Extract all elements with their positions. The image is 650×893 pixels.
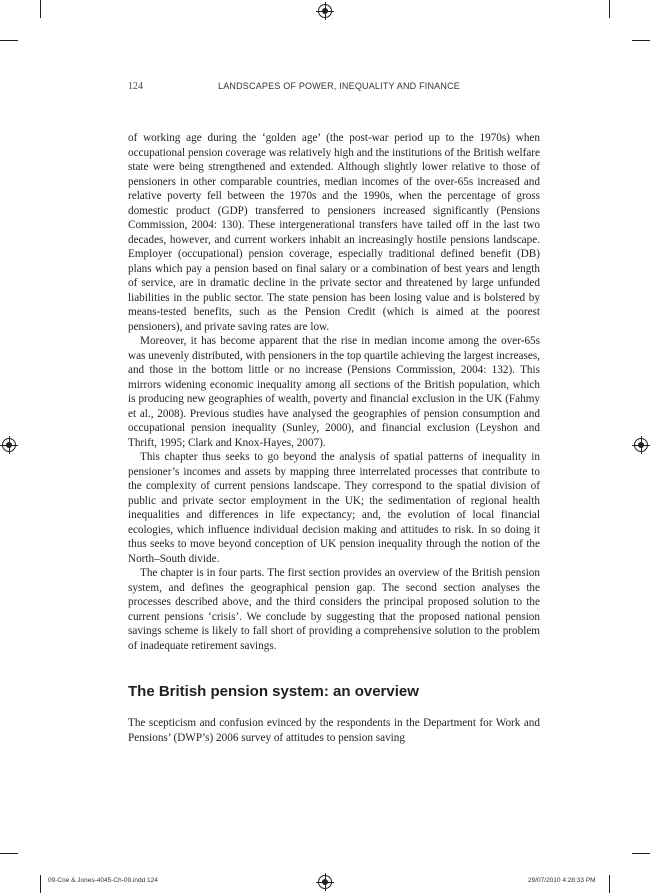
paragraph: This chapter thus seeks to go beyond the analysis of spatial patterns of inequality in pensioner’s incomes and assets by mapping three interrelated processes that contribute to the complexity of current pensions landscape. They correspond to the spatial division of public and private sector employment in the UK; the sedimentation of regional health inequalities and differences in life expectancy; and, the evolution of local financial ecologies, which influence individual decision making and attitudes to risk. In so doing it thus seeks to move beyond conception of UK pension inequality through the notion of the North–South divide. [128, 451, 540, 565]
crop-mark-top-right-h [632, 40, 650, 41]
registration-mark-top-icon [318, 4, 332, 18]
running-title: LANDSCAPES OF POWER, INEQUALITY AND FINANCE [218, 81, 460, 91]
crop-mark-bottom-right-h [632, 853, 650, 854]
crop-mark-top-left [40, 0, 41, 18]
paragraph: of working age during the ‘golden age’ (the post-war period up to the 1970s) when occupational pension coverage was relatively high and the institutions of the British welfare state were being strengthened and extended. Although slightly lower relative to those of pensioners in other comparable countries, median incomes of the over-65s increased and relative poverty fell between the 1970s and the 1990s, when the percentage of gross domestic product (GDP) transferred to pensioners increased significantly (Pensions Commission, 2004: 130). These intergenerational transfers have tailed off in the last two decades, however, and current workers inhabit an increasingly hostile pensions landscape. Employer (occupational) pension coverage, especially traditional defined benefit (DB) plans which pay a pension based on final salary or a combination of best years and length of service, are in dramatic decline in the private sector and threatened by large unfunded liabilities in the public sector. The state pension has been losing value and is bolstered by means-tested benefits, such as the Pension Credit (which is aimed at the poorest pensioners), and private saving rates are low. [128, 132, 540, 333]
crop-mark-top-right [609, 0, 610, 18]
crop-mark-bottom-right [609, 875, 610, 893]
paragraph: Moreover, it has become apparent that the rise in median income among the over-65s was unevenly distributed, with pensioners in the top quartile achieving the largest increases, and those in the bottom little or no increase (Pensions Commission, 2004: 132). This mirrors widening economic inequality among all sections of the British population, which is producing new geographies of wealth, poverty and financial exclusion in the UK (Fahmy et al., 2008). Previous studies have analysed the geographies of pension consumption and occupational pension inequality (Sunley, 2000), and financial exclusion (Leyshon and Thrift, 1995; Clark and Knox-Hayes, 2007). [128, 335, 540, 449]
running-head [128, 81, 540, 95]
page-number: 124 [128, 81, 143, 92]
slug-file: 09-Coe & Jones-4045-Ch-09.indd 124 [48, 877, 158, 884]
paragraph: The chapter is in four parts. The first section provides an overview of the British pension system, and defines the geographical pension gap. The second section analyses the processes described above, and the third considers the principal proposed solution to the current pensions ‘crisis’. We conclude by suggesting that the proposed national pension savings scheme is likely to fall short of providing a comprehensive solution to the problem of inadequate retirement savings. [128, 567, 540, 652]
body-text [128, 131, 540, 745]
crop-mark-top-left-h [0, 40, 18, 41]
section-heading: The British pension system: an overview [128, 683, 419, 700]
crop-mark-bottom-left-h [0, 853, 18, 854]
registration-mark-bottom-icon [318, 875, 332, 889]
registration-mark-right-icon [634, 438, 648, 452]
crop-mark-bottom-left [40, 875, 41, 893]
registration-mark-left-icon [2, 438, 16, 452]
section-first-paragraph: The scepticism and confusion evinced by the respondents in the Department for Work and Pensions’ (DWP’s) 2006 survey of attitudes to pension saving [128, 717, 540, 744]
slug-datetime: 29/07/2010 4:28:33 PM [528, 877, 596, 884]
